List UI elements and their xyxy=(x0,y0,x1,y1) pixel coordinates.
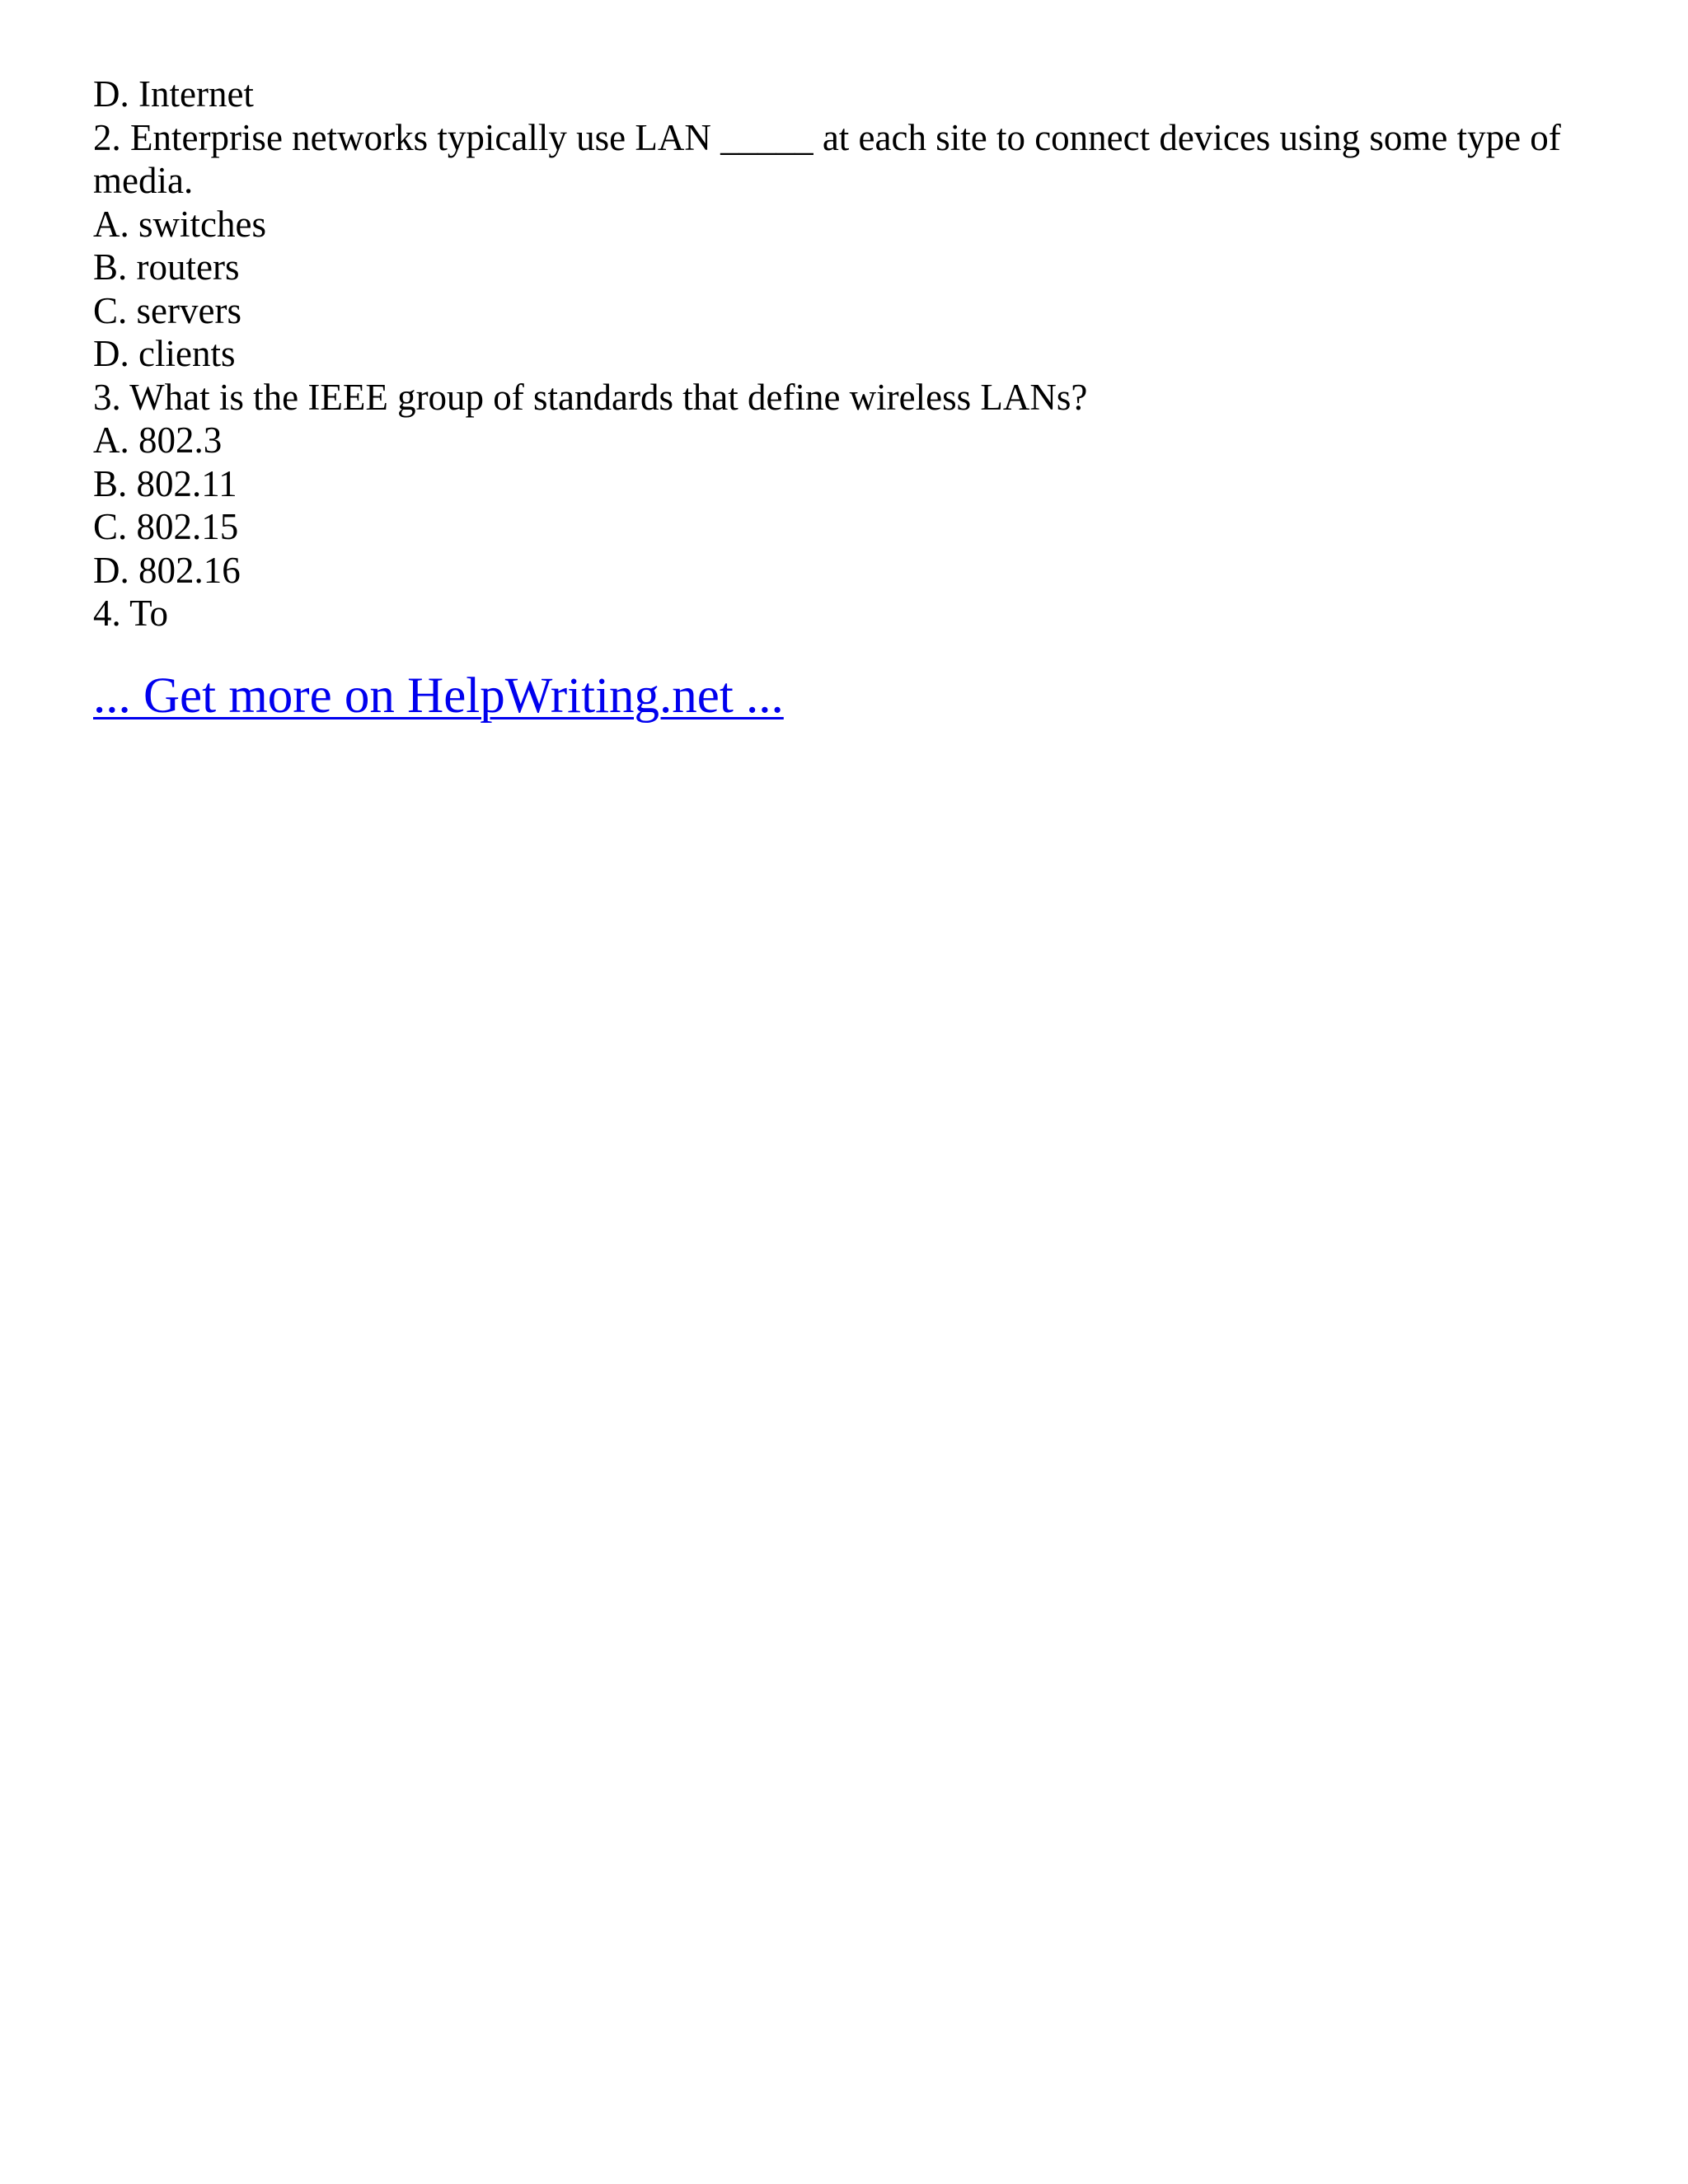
question-4-text: 4. To xyxy=(93,593,169,634)
answer-option-c-servers: C. servers xyxy=(93,289,241,331)
question-3-text: 3. What is the IEEE group of standards that define wireless LANs? xyxy=(93,376,1088,418)
answer-option-d-802-16: D. 802.16 xyxy=(93,549,241,591)
answer-option-a-802-3: A. 802.3 xyxy=(93,419,223,461)
get-more-link[interactable]: ... Get more on HelpWriting.net ... xyxy=(93,668,784,724)
answer-option-d-internet: D. Internet xyxy=(93,73,254,115)
answer-option-d-clients: D. clients xyxy=(93,333,236,374)
answer-option-a-switches: A. switches xyxy=(93,203,266,245)
answer-option-b-routers: B. routers xyxy=(93,246,240,288)
answer-option-b-802-11: B. 802.11 xyxy=(93,462,237,504)
answer-option-c-802-15: C. 802.15 xyxy=(93,506,239,547)
question-2-text: 2. Enterprise networks typically use LAN _____ at each site to connect devices using some type of media. xyxy=(93,116,1571,201)
more-link-container xyxy=(93,667,1610,726)
document-page xyxy=(93,73,1610,726)
